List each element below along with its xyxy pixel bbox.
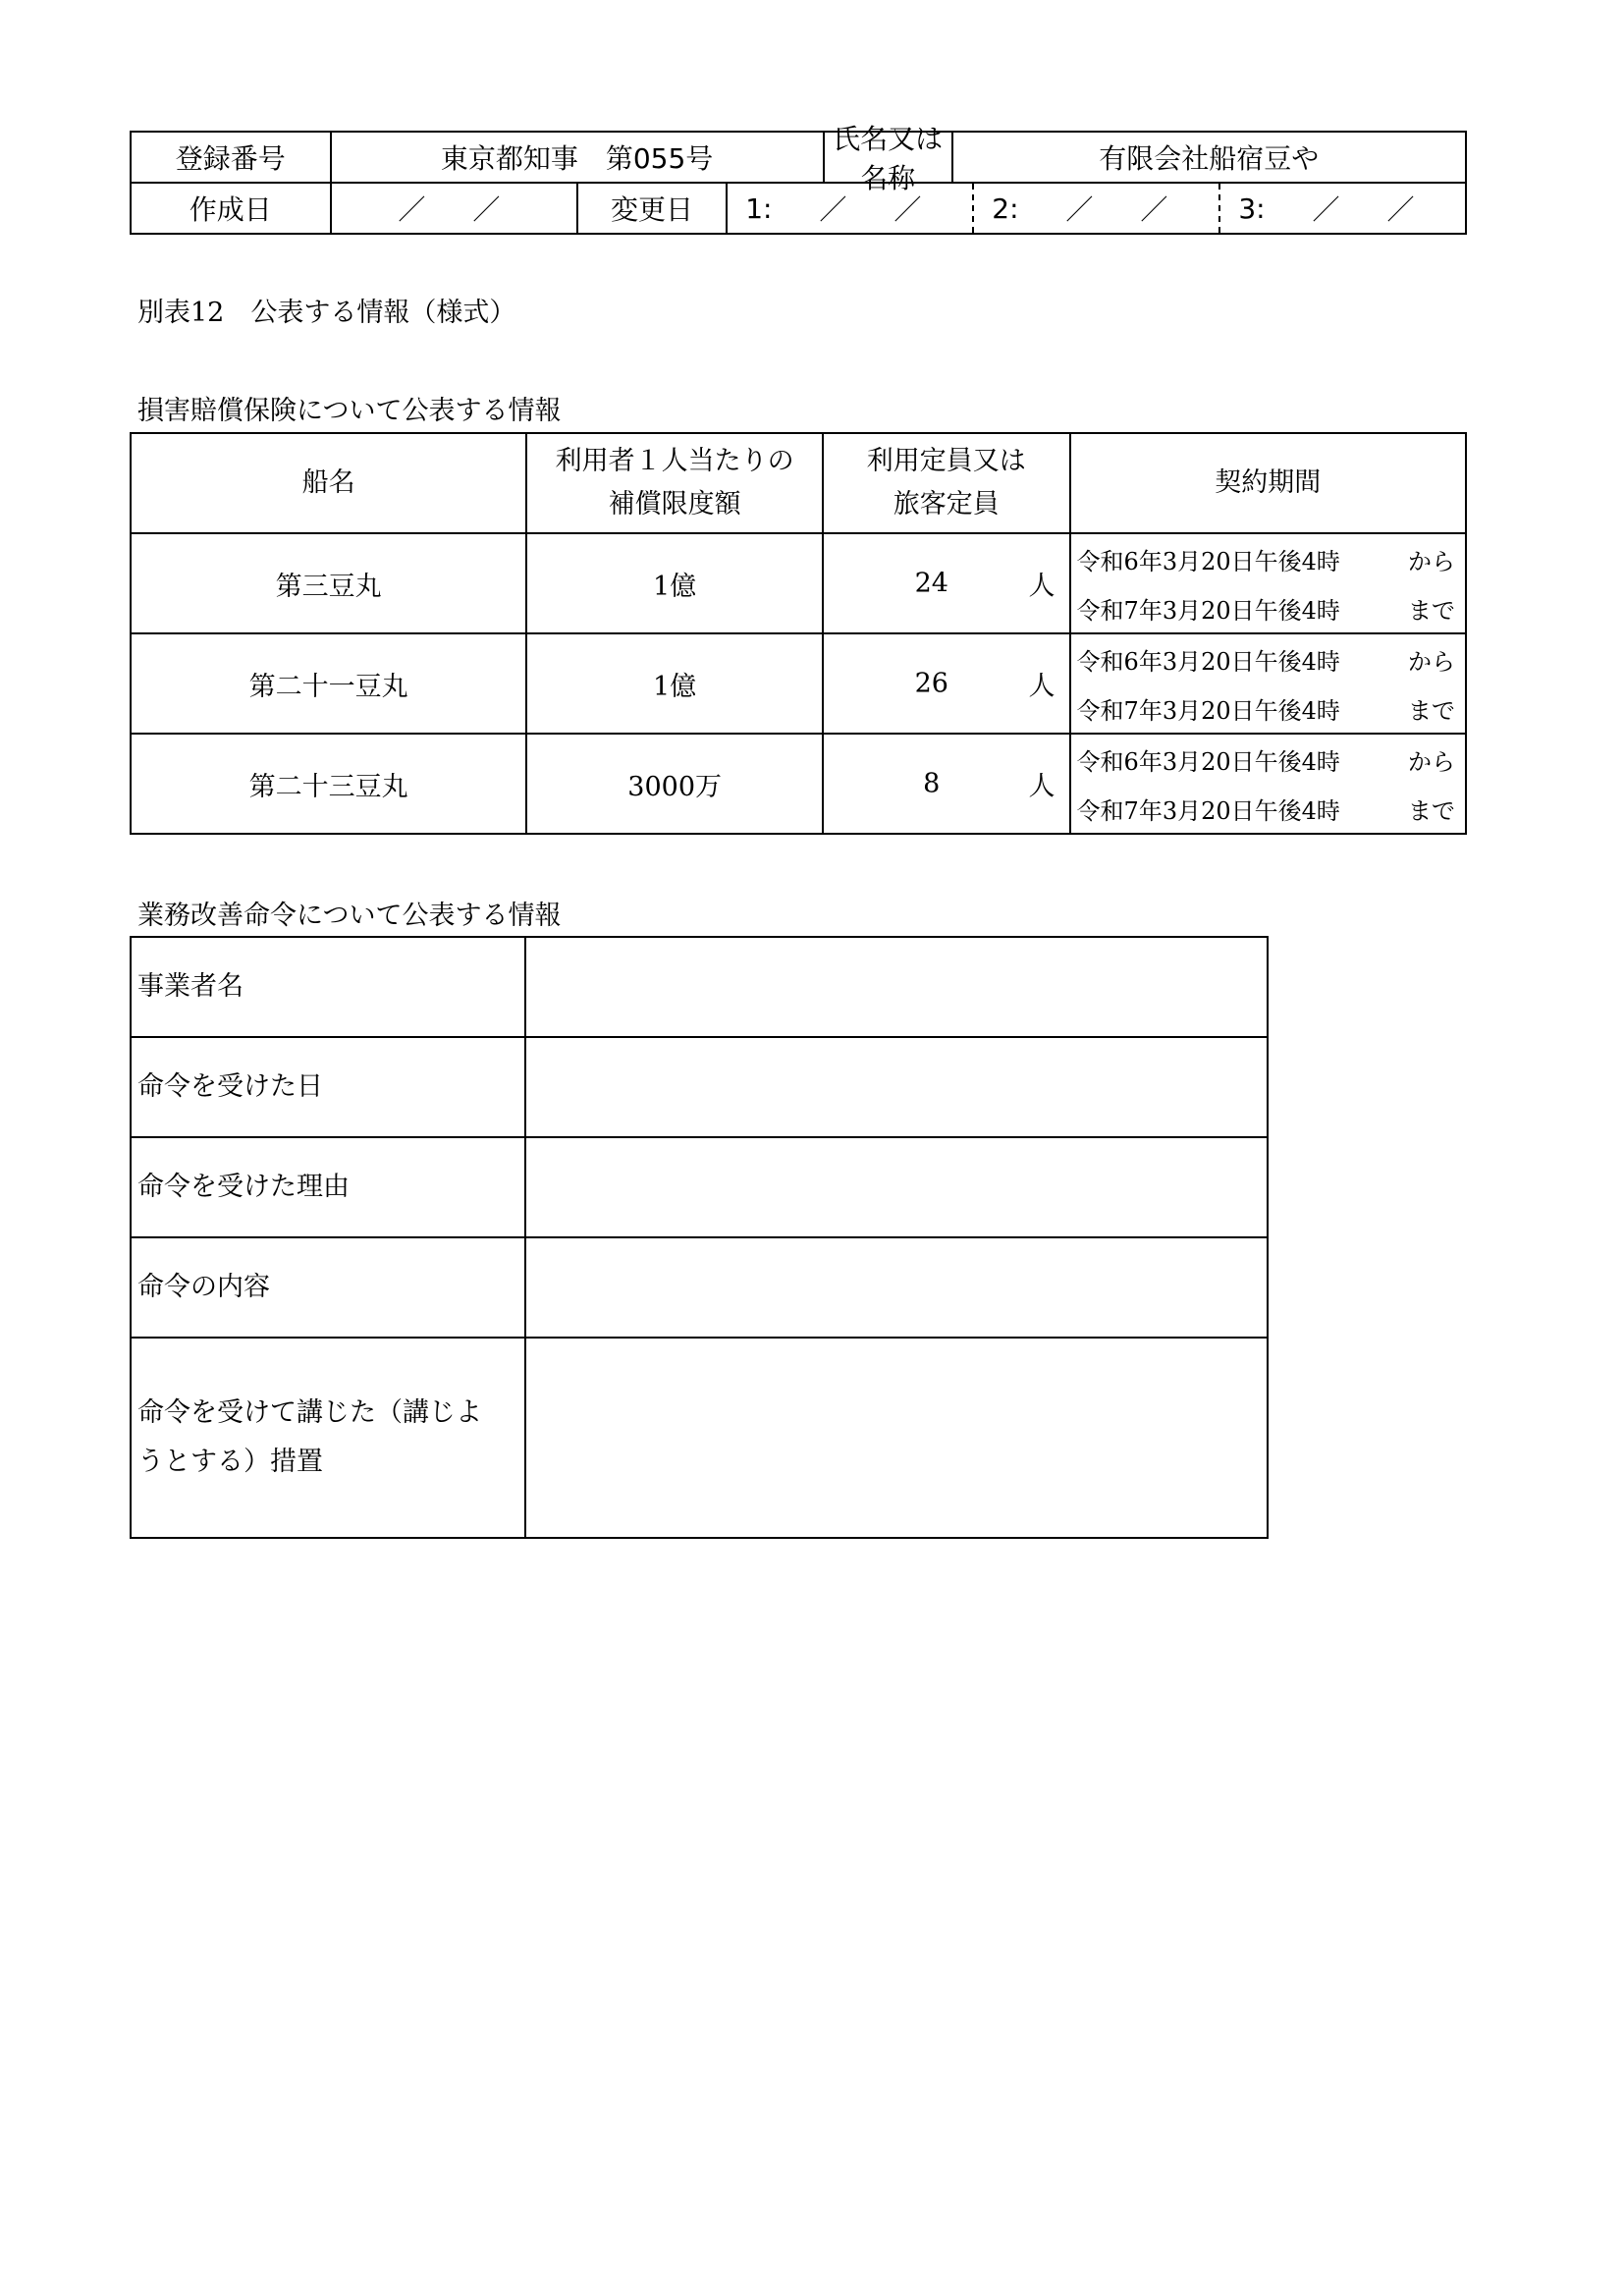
capacity-value: 8	[923, 768, 941, 799]
capacity-unit: 人	[1028, 671, 1056, 702]
col-capacity-line2: 旅客定員	[893, 489, 1000, 519]
table-row	[131, 633, 1466, 734]
period-to	[1077, 784, 1455, 833]
table-row	[131, 937, 1268, 1037]
order-reason-value	[525, 1137, 1268, 1237]
capacity-unit: 人	[1028, 571, 1056, 602]
period-to-date: 令和7年3月20日午後4時	[1076, 696, 1340, 725]
table-row	[131, 1338, 1268, 1538]
ship-name: 第二十三豆丸	[131, 734, 526, 834]
period-to-word: まで	[1408, 696, 1455, 725]
insurance-section-title: 損害賠償保険について公表する情報	[137, 396, 562, 426]
registration-table	[130, 123, 1467, 235]
order-content-label: 命令の内容	[131, 1237, 525, 1338]
improvement-section-title: 業務改善命令について公表する情報	[137, 901, 562, 931]
period-from	[1077, 534, 1455, 583]
measures-taken-label	[131, 1338, 525, 1538]
name-value: 有限会社船宿豆や	[952, 132, 1466, 183]
period-to-date: 令和7年3月20日午後4時	[1076, 796, 1340, 825]
order-reason-label: 命令を受けた理由	[131, 1137, 525, 1237]
form-title: 別表12 公表する情報（様式）	[137, 298, 516, 328]
changed-date-label: 変更日	[577, 183, 727, 234]
period-from	[1077, 735, 1455, 784]
measures-taken-label-line2: うとする）措置	[137, 1447, 323, 1477]
capacity-cell	[823, 533, 1070, 633]
table-row	[131, 1037, 1268, 1137]
col-capacity-line1: 利用定員又は	[866, 446, 1026, 476]
registration-number-label: 登録番号	[131, 132, 331, 183]
col-capacity	[823, 433, 1070, 533]
period-to	[1077, 583, 1455, 632]
change-number: 3:	[1238, 191, 1266, 225]
capacity-value: 26	[914, 668, 948, 699]
capacity-cell	[823, 734, 1070, 834]
insurance-header-row	[131, 433, 1466, 533]
period-from-word: から	[1408, 747, 1455, 776]
change-date-2	[972, 184, 1218, 233]
change-date-value: ／ ／	[1312, 193, 1425, 226]
table-row	[131, 1237, 1268, 1338]
contract-period	[1070, 734, 1466, 834]
registration-number-value: 東京都知事 第055号	[440, 142, 714, 175]
ship-name: 第二十一豆丸	[131, 633, 526, 734]
name-label: 氏名又は名称	[823, 131, 951, 184]
period-to-date: 令和7年3月20日午後4時	[1076, 596, 1340, 625]
coverage-limit: 3000万	[526, 734, 823, 834]
registration-row	[131, 132, 1466, 183]
order-date-label: 命令を受けた日	[131, 1037, 525, 1137]
capacity-cell	[823, 633, 1070, 734]
business-name-value	[525, 937, 1268, 1037]
order-content-value	[525, 1237, 1268, 1338]
period-from-date: 令和6年3月20日午後4時	[1076, 547, 1340, 575]
coverage-limit: 1億	[526, 533, 823, 633]
dates-row	[131, 183, 1466, 234]
period-from-date: 令和6年3月20日午後4時	[1076, 747, 1340, 776]
col-ship-name: 船名	[131, 433, 526, 533]
period-from-word: から	[1408, 547, 1455, 575]
change-number: 1:	[745, 191, 773, 225]
contract-period	[1070, 633, 1466, 734]
table-row	[131, 533, 1466, 633]
change-number: 2:	[992, 191, 1019, 225]
col-contract-period: 契約期間	[1070, 433, 1466, 533]
period-from-word: から	[1408, 647, 1455, 676]
period-to-word: まで	[1408, 596, 1455, 625]
measures-taken-value	[525, 1338, 1268, 1538]
change-date-value: ／ ／	[1065, 193, 1178, 226]
capacity-value: 24	[914, 568, 948, 599]
order-date-value	[525, 1037, 1268, 1137]
ship-name: 第三豆丸	[131, 533, 526, 633]
contract-period	[1070, 533, 1466, 633]
col-coverage-limit-line2: 補償限度額	[608, 489, 741, 519]
created-date-label: 作成日	[131, 183, 331, 234]
table-row	[131, 1137, 1268, 1237]
table-row	[131, 734, 1466, 834]
col-coverage-limit-line1: 利用者１人当たりの	[555, 446, 794, 476]
improvement-order-table	[130, 936, 1269, 1539]
insurance-table	[130, 432, 1467, 835]
capacity-unit: 人	[1028, 771, 1056, 802]
registration-number-value-cell	[331, 123, 952, 194]
measures-taken-label-line1: 命令を受けて講じた（講じよ	[137, 1397, 482, 1428]
business-name-label: 事業者名	[131, 937, 525, 1037]
period-to	[1077, 683, 1455, 733]
change-date-value: ／ ／	[819, 193, 932, 226]
period-to-word: まで	[1408, 796, 1455, 825]
coverage-limit: 1億	[526, 633, 823, 734]
col-coverage-limit	[526, 433, 823, 533]
created-date-value: ／ ／	[331, 183, 578, 234]
change-date-3	[1218, 184, 1465, 233]
period-from	[1077, 634, 1455, 683]
period-from-date: 令和6年3月20日午後4時	[1076, 647, 1340, 676]
